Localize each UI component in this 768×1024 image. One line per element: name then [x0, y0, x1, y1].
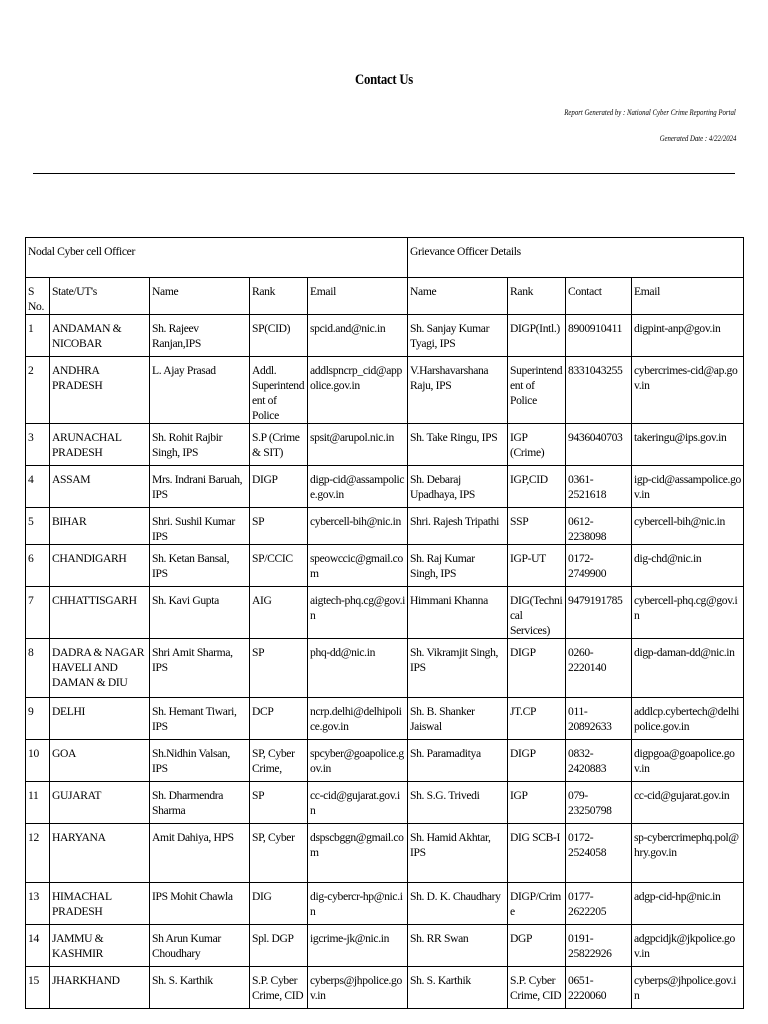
- cell-grievance-rank: SSP: [508, 508, 566, 545]
- column-header-nodal-email: Email: [308, 278, 408, 315]
- cell-grievance-contact: 0651-2220060: [566, 967, 632, 1009]
- cell-sno: 12: [26, 824, 50, 883]
- cell-sno: 5: [26, 508, 50, 545]
- table-row: [26, 925, 744, 967]
- cell-sno: 13: [26, 883, 50, 925]
- cell-state: ARUNACHAL PRADESH: [50, 424, 150, 466]
- cell-state: DELHI: [50, 698, 150, 740]
- cell-nodal-name: Sh. S. Karthik: [150, 967, 250, 1009]
- cell-state: BIHAR: [50, 508, 150, 545]
- group-header-grievance: Grievance Officer Details: [408, 238, 744, 278]
- cell-state: GUJARAT: [50, 782, 150, 824]
- cell-grievance-contact: 8900910411: [566, 315, 632, 357]
- cell-state: JAMMU & KASHMIR: [50, 925, 150, 967]
- cell-grievance-email: cyberps@jhpolice.gov.in: [632, 967, 744, 1009]
- cell-sno: 2: [26, 357, 50, 424]
- cell-state: GOA: [50, 740, 150, 782]
- cell-grievance-contact: 0832-2420883: [566, 740, 632, 782]
- cell-grievance-contact: 0172-2524058: [566, 824, 632, 883]
- column-header-grievance-rank: Rank: [508, 278, 566, 315]
- cell-grievance-name: Sh. Hamid Akhtar, IPS: [408, 824, 508, 883]
- cell-state: HARYANA: [50, 824, 150, 883]
- cell-grievance-name: Sh. Sanjay Kumar Tyagi, IPS: [408, 315, 508, 357]
- cell-grievance-name: Sh. Debaraj Upadhaya, IPS: [408, 466, 508, 508]
- cell-grievance-email: digp-daman-dd@nic.in: [632, 639, 744, 698]
- cell-sno: 14: [26, 925, 50, 967]
- report-generated-by: Report Generated by : National Cyber Crime Reporting Portal: [564, 108, 736, 117]
- column-header-sno: S No.: [26, 278, 50, 315]
- group-header-row: [26, 238, 744, 278]
- cell-nodal-rank: AIG: [250, 587, 308, 639]
- column-header-state: State/UT's: [50, 278, 150, 315]
- cell-grievance-rank: DGP: [508, 925, 566, 967]
- cell-sno: 6: [26, 545, 50, 587]
- page-title: Contact Us: [354, 72, 414, 88]
- cell-nodal-email: speowccic@gmail.com: [308, 545, 408, 587]
- cell-nodal-email: dspscbggn@gmail.com: [308, 824, 408, 883]
- table-row: [26, 357, 744, 424]
- cell-grievance-name: Sh. Raj Kumar Singh, IPS: [408, 545, 508, 587]
- cell-grievance-rank: DIGP/Crime: [508, 883, 566, 925]
- cell-grievance-rank: DIGP(Intl.): [508, 315, 566, 357]
- table-row: [26, 639, 744, 698]
- table-row: [26, 315, 744, 357]
- cell-state: CHANDIGARH: [50, 545, 150, 587]
- cell-nodal-rank: Addl. Superintendent of Police: [250, 357, 308, 424]
- cell-grievance-email: takeringu@ips.gov.in: [632, 424, 744, 466]
- cell-grievance-contact: 0177-2622205: [566, 883, 632, 925]
- cell-grievance-email: adgpcidjk@jkpolice.gov.in: [632, 925, 744, 967]
- cell-grievance-email: cybercell-bih@nic.in: [632, 508, 744, 545]
- table-row: [26, 545, 744, 587]
- cell-grievance-name: Sh. Paramaditya: [408, 740, 508, 782]
- cell-grievance-email: cc-cid@gujarat.gov.in: [632, 782, 744, 824]
- cell-grievance-name: Sh. D. K. Chaudhary: [408, 883, 508, 925]
- cell-grievance-email: sp-cybercrimephq.pol@hry.gov.in: [632, 824, 744, 883]
- cell-grievance-name: V.Harshavarshana Raju, IPS: [408, 357, 508, 424]
- cell-nodal-rank: SP: [250, 508, 308, 545]
- table-row: [26, 967, 744, 1009]
- table-row: [26, 466, 744, 508]
- cell-grievance-rank: DIG(Technical Services): [508, 587, 566, 639]
- cell-nodal-name: Sh. Rajeev Ranjan,IPS: [150, 315, 250, 357]
- cell-nodal-email: phq-dd@nic.in: [308, 639, 408, 698]
- column-header-grievance-email: Email: [632, 278, 744, 315]
- table-row: [26, 883, 744, 925]
- cell-grievance-contact: 079-23250798: [566, 782, 632, 824]
- cell-nodal-email: aigtech-phq.cg@gov.in: [308, 587, 408, 639]
- cell-nodal-rank: SP, Cyber Crime,: [250, 740, 308, 782]
- cell-grievance-email: igp-cid@assampolice.gov.in: [632, 466, 744, 508]
- table-row: [26, 698, 744, 740]
- cell-nodal-email: spcyber@goapolice.gov.in: [308, 740, 408, 782]
- cell-nodal-email: addlspncrp_cid@appolice.gov.in: [308, 357, 408, 424]
- table-row: [26, 740, 744, 782]
- cell-grievance-name: Sh. RR Swan: [408, 925, 508, 967]
- cell-state: HIMACHAL PRADESH: [50, 883, 150, 925]
- cell-sno: 15: [26, 967, 50, 1009]
- cell-sno: 9: [26, 698, 50, 740]
- cell-nodal-email: digp-cid@assampolice.gov.in: [308, 466, 408, 508]
- cell-nodal-rank: Spl. DGP: [250, 925, 308, 967]
- cell-nodal-name: L. Ajay Prasad: [150, 357, 250, 424]
- cell-grievance-rank: IGP,CID: [508, 466, 566, 508]
- cell-nodal-email: cyberps@jhpolice.gov.in: [308, 967, 408, 1009]
- cell-nodal-rank: SP/CCIC: [250, 545, 308, 587]
- cell-nodal-rank: SP: [250, 639, 308, 698]
- cell-nodal-email: spsit@arupol.nic.in: [308, 424, 408, 466]
- cell-grievance-contact: 0260-2220140: [566, 639, 632, 698]
- cell-sno: 3: [26, 424, 50, 466]
- cell-grievance-rank: IGP (Crime): [508, 424, 566, 466]
- cell-nodal-name: Shri. Sushil Kumar IPS: [150, 508, 250, 545]
- report-generated-date: Generated Date : 4/22/2024: [659, 134, 736, 143]
- cell-nodal-name: Sh.Nidhin Valsan, IPS: [150, 740, 250, 782]
- cell-grievance-contact: 0361-2521618: [566, 466, 632, 508]
- cell-grievance-contact: 9436040703: [566, 424, 632, 466]
- cell-grievance-email: addlcp.cybertech@delhipolice.gov.in: [632, 698, 744, 740]
- cell-grievance-contact: 0612-2238098: [566, 508, 632, 545]
- cell-nodal-rank: SP(CID): [250, 315, 308, 357]
- cell-grievance-email: cybercrimes-cid@ap.gov.in: [632, 357, 744, 424]
- cell-nodal-name: Mrs. Indrani Baruah, IPS: [150, 466, 250, 508]
- group-header-nodal: Nodal Cyber cell Officer: [26, 238, 408, 278]
- cell-grievance-rank: Superintendent of Police: [508, 357, 566, 424]
- cell-state: ASSAM: [50, 466, 150, 508]
- cell-nodal-email: igcrime-jk@nic.in: [308, 925, 408, 967]
- table-row: [26, 508, 744, 545]
- cell-state: ANDAMAN & NICOBAR: [50, 315, 150, 357]
- cell-nodal-rank: SP: [250, 782, 308, 824]
- cell-sno: 7: [26, 587, 50, 639]
- cell-sno: 4: [26, 466, 50, 508]
- cell-grievance-contact: 0172-2749900: [566, 545, 632, 587]
- cell-nodal-name: Sh. Kavi Gupta: [150, 587, 250, 639]
- cell-nodal-name: Sh Arun Kumar Choudhary: [150, 925, 250, 967]
- cell-nodal-email: ncrp.delhi@delhipolice.gov.in: [308, 698, 408, 740]
- cell-nodal-rank: S.P. Cyber Crime, CID: [250, 967, 308, 1009]
- column-header-grievance-contact: Contact: [566, 278, 632, 315]
- column-header-nodal-rank: Rank: [250, 278, 308, 315]
- cell-nodal-email: spcid.and@nic.in: [308, 315, 408, 357]
- cell-nodal-email: cybercell-bih@nic.in: [308, 508, 408, 545]
- cell-grievance-rank: JT.CP: [508, 698, 566, 740]
- cell-nodal-name: Shri Amit Sharma, IPS: [150, 639, 250, 698]
- cell-state: DADRA & NAGAR HAVELI AND DAMAN & DIU: [50, 639, 150, 698]
- table-row: [26, 782, 744, 824]
- cell-nodal-name: Sh. Ketan Bansal, IPS: [150, 545, 250, 587]
- table-body: [26, 315, 744, 1009]
- cell-grievance-rank: IGP-UT: [508, 545, 566, 587]
- cell-grievance-rank: DIGP: [508, 639, 566, 698]
- cell-nodal-name: Sh. Hemant Tiwari, IPS: [150, 698, 250, 740]
- cell-grievance-email: digpgoa@goapolice.gov.in: [632, 740, 744, 782]
- cell-state: ANDHRA PRADESH: [50, 357, 150, 424]
- column-header-grievance-name: Name: [408, 278, 508, 315]
- cell-grievance-email: cybercell-phq.cg@gov.in: [632, 587, 744, 639]
- cell-grievance-contact: 8331043255: [566, 357, 632, 424]
- cell-grievance-name: Himmani Khanna: [408, 587, 508, 639]
- cell-grievance-contact: 9479191785: [566, 587, 632, 639]
- cell-grievance-rank: DIG SCB-I: [508, 824, 566, 883]
- cell-nodal-rank: S.P (Crime & SIT): [250, 424, 308, 466]
- table-row: [26, 587, 744, 639]
- cell-nodal-name: Sh. Rohit Rajbir Singh, IPS: [150, 424, 250, 466]
- cell-grievance-name: Sh. Vikramjit Singh, IPS: [408, 639, 508, 698]
- cell-grievance-email: adgp-cid-hp@nic.in: [632, 883, 744, 925]
- header-divider: [33, 173, 735, 174]
- table-row: [26, 824, 744, 883]
- cell-nodal-rank: DIGP: [250, 466, 308, 508]
- cell-nodal-email: cc-cid@gujarat.gov.in: [308, 782, 408, 824]
- cell-grievance-contact: 011-20892633: [566, 698, 632, 740]
- column-header-nodal-name: Name: [150, 278, 250, 315]
- cell-grievance-email: digpint-anp@gov.in: [632, 315, 744, 357]
- cell-sno: 10: [26, 740, 50, 782]
- cell-nodal-rank: SP, Cyber: [250, 824, 308, 883]
- cell-grievance-email: dig-chd@nic.in: [632, 545, 744, 587]
- cell-grievance-name: Sh. S. Karthik: [408, 967, 508, 1009]
- cell-grievance-rank: IGP: [508, 782, 566, 824]
- table-row: [26, 424, 744, 466]
- cell-nodal-rank: DIG: [250, 883, 308, 925]
- cell-grievance-name: Sh. Take Ringu, IPS: [408, 424, 508, 466]
- cell-grievance-name: Sh. B. Shanker Jaiswal: [408, 698, 508, 740]
- cell-nodal-name: Amit Dahiya, HPS: [150, 824, 250, 883]
- cell-state: JHARKHAND: [50, 967, 150, 1009]
- cell-grievance-contact: 0191-25822926: [566, 925, 632, 967]
- cell-sno: 8: [26, 639, 50, 698]
- cell-nodal-email: dig-cybercr-hp@nic.in: [308, 883, 408, 925]
- cell-nodal-name: IPS Mohit Chawla: [150, 883, 250, 925]
- cell-sno: 1: [26, 315, 50, 357]
- cell-state: CHHATTISGARH: [50, 587, 150, 639]
- cell-nodal-rank: DCP: [250, 698, 308, 740]
- contacts-table: [25, 237, 744, 1009]
- cell-grievance-name: Sh. S.G. Trivedi: [408, 782, 508, 824]
- column-header-row: [26, 278, 744, 315]
- cell-grievance-rank: S.P. Cyber Crime, CID: [508, 967, 566, 1009]
- cell-grievance-rank: DIGP: [508, 740, 566, 782]
- cell-sno: 11: [26, 782, 50, 824]
- cell-nodal-name: Sh. Dharmendra Sharma: [150, 782, 250, 824]
- cell-grievance-name: Shri. Rajesh Tripathi: [408, 508, 508, 545]
